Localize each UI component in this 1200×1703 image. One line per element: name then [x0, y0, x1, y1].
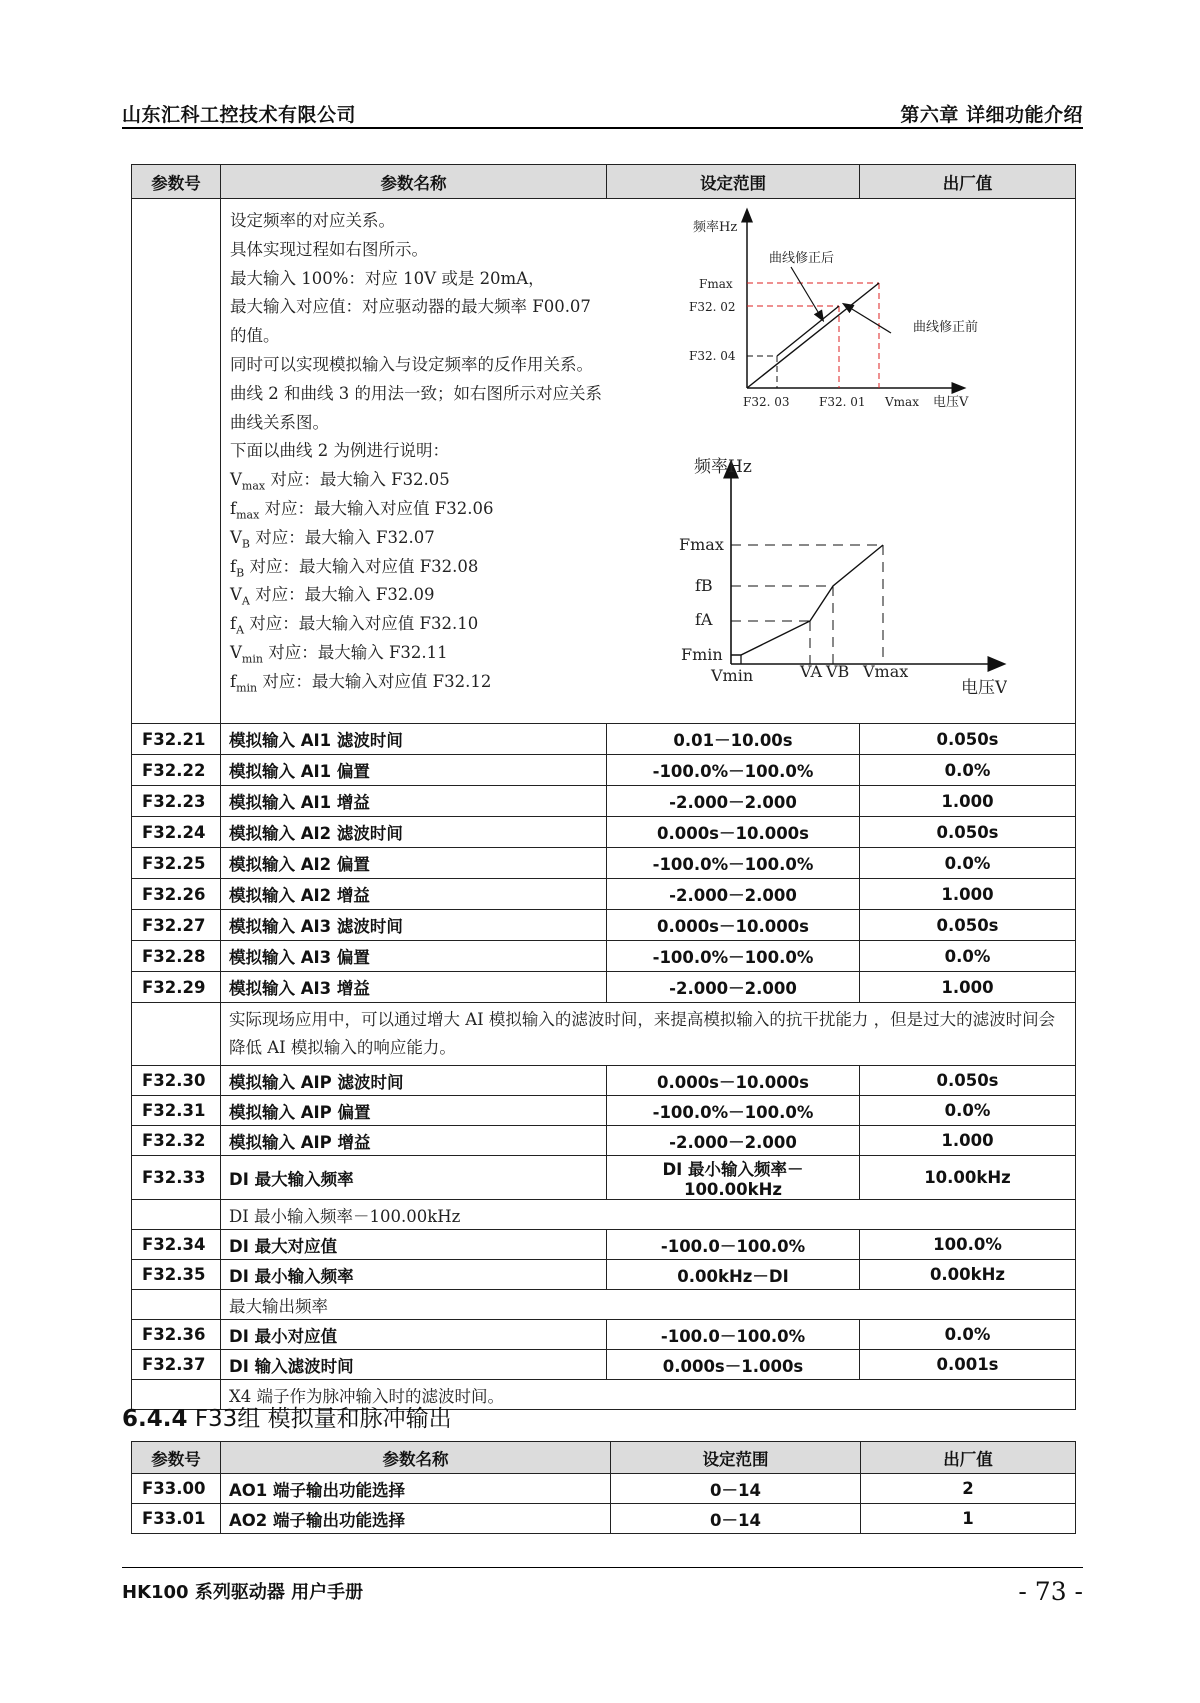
description-cell	[221, 199, 1076, 724]
section-heading	[122, 1400, 452, 1433]
param-default: 1.000	[860, 1126, 1076, 1156]
col-header-param-name: 参数名称	[221, 1442, 611, 1474]
param-range: -2.000－2.000	[607, 972, 860, 1003]
table-row	[132, 1096, 1076, 1126]
param-range: 0－14	[611, 1474, 861, 1504]
mapping-symbol: f	[230, 671, 237, 691]
param-range: DI 最小输入频率－100.00kHz	[607, 1156, 860, 1200]
mapping-symbol: V	[230, 470, 242, 490]
description-line: 的值。	[230, 326, 280, 346]
mapping-text: 对应：最大输入 F32.07	[250, 527, 435, 547]
graph2-xlabel: 电压V	[961, 678, 1007, 697]
curve2-relationship-graph	[667, 447, 1007, 697]
mapping-line	[230, 524, 630, 553]
param-default: 1.000	[860, 879, 1076, 910]
graph1-xlabel: 电压V	[933, 395, 969, 410]
table-row	[132, 724, 1076, 755]
table-row	[132, 1350, 1076, 1380]
param-range: -100.0%－100.0%	[607, 848, 860, 879]
graph2-xtick-vmin: Vmin	[711, 666, 754, 685]
param-range: 0.000s－10.000s	[607, 817, 860, 848]
param-name: 模拟输入 AI1 偏置	[221, 755, 607, 786]
param-name: 模拟输入 AI3 增益	[221, 972, 607, 1003]
param-default: 10.00kHz	[860, 1156, 1076, 1200]
param-default: 0.0%	[860, 1320, 1076, 1350]
param-range: -100.0－100.0%	[607, 1320, 860, 1350]
param-default: 0.050s	[860, 724, 1076, 755]
param-default: 0.050s	[860, 1066, 1076, 1096]
table-row	[132, 910, 1076, 941]
note-row-f3233	[132, 1200, 1076, 1230]
param-number: F32.22	[132, 755, 221, 786]
graph2-xtick-va: VA	[800, 662, 823, 681]
param-default: 0.0%	[860, 848, 1076, 879]
description-line: 曲线关系图。	[230, 412, 329, 432]
graph1-xtick-vmax: Vmax	[885, 395, 919, 409]
param-range: 0.000s－10.000s	[607, 910, 860, 941]
mapping-subscript: A	[241, 594, 250, 608]
param-default: 1.000	[860, 786, 1076, 817]
section-title: F33组 模拟量和脉冲输出	[194, 1406, 452, 1432]
col-header-param-name: 参数名称	[221, 165, 607, 199]
empty-cell	[132, 1290, 221, 1320]
graph1-label-after: 曲线修正后	[769, 251, 835, 266]
mapping-subscript: B	[241, 537, 251, 551]
param-number: F32.37	[132, 1350, 221, 1380]
note-ai-filter: 实际现场应用中，可以通过增大 AI 模拟输入的滤波时间，来提高模拟输入的抗干扰能力 ，但是过大的滤波时间会降低 AI 模拟输入的响应能力。	[221, 1003, 1076, 1066]
param-default: 2	[861, 1474, 1076, 1504]
mapping-symbol: f	[230, 614, 237, 634]
param-range: -100.0%－100.0%	[607, 755, 860, 786]
param-range: -100.0%－100.0%	[607, 1096, 860, 1126]
table-row	[132, 972, 1076, 1003]
table-row	[132, 1474, 1076, 1504]
param-name: 模拟输入 AIP 增益	[221, 1126, 607, 1156]
param-range: 0.00kHz－DI	[607, 1260, 860, 1290]
mapping-line	[230, 495, 630, 524]
param-name: 模拟输入 AIP 偏置	[221, 1096, 607, 1126]
note-f3233: DI 最小输入频率－100.00kHz	[221, 1200, 1076, 1230]
param-number: F32.28	[132, 941, 221, 972]
parameter-table-f32	[131, 164, 1076, 1410]
table-row	[132, 817, 1076, 848]
description-text	[230, 207, 630, 697]
table-row	[132, 879, 1076, 910]
param-name: AO1 端子输出功能选择	[221, 1474, 611, 1504]
table-row	[132, 941, 1076, 972]
param-default: 0.050s	[860, 910, 1076, 941]
param-name: 模拟输入 AIP 滤波时间	[221, 1066, 607, 1096]
manual-title: HK100 系列驱动器 用户手册	[122, 1582, 364, 1603]
col-header-default: 出厂值	[860, 165, 1076, 199]
page-number: - 73 -	[1018, 1577, 1083, 1606]
table-row	[132, 1230, 1076, 1260]
table-row	[132, 1156, 1076, 1200]
param-number: F32.36	[132, 1320, 221, 1350]
mapping-subscript: B	[236, 565, 245, 579]
chapter-title: 第六章 详细功能介绍	[900, 104, 1083, 126]
parameter-table-f33	[131, 1441, 1076, 1534]
param-range: 0.000s－10.000s	[607, 1066, 860, 1096]
note-row-f3235	[132, 1290, 1076, 1320]
param-number: F32.27	[132, 910, 221, 941]
param-name: 模拟输入 AI1 滤波时间	[221, 724, 607, 755]
param-name: 模拟输入 AI2 偏置	[221, 848, 607, 879]
graph2-ytick-fmax: Fmax	[679, 535, 724, 554]
mapping-subscript: min	[236, 681, 258, 695]
graph1-label-before: 曲线修正前	[913, 320, 979, 335]
mapping-text: 对应：最大输入对应值 F32.08	[244, 556, 479, 576]
param-range: 0－14	[611, 1504, 861, 1534]
param-name: AO2 端子输出功能选择	[221, 1504, 611, 1534]
param-name: 模拟输入 AI3 偏置	[221, 941, 607, 972]
param-number: F32.29	[132, 972, 221, 1003]
mapping-text: 对应：最大输入 F32.09	[249, 585, 435, 605]
graph1-xtick-f3203: F32. 03	[743, 395, 790, 409]
param-range: -2.000－2.000	[607, 786, 860, 817]
param-number: F32.34	[132, 1230, 221, 1260]
graph1-ytick-f3202: F32. 02	[689, 300, 736, 314]
col-header-param-no: 参数号	[132, 1442, 221, 1474]
graph2-ytick-fb: fB	[695, 576, 713, 595]
graph1-xtick-f3201: F32. 01	[819, 395, 866, 409]
empty-cell	[132, 1200, 221, 1230]
description-line: 曲线 2 和曲线 3 的用法一致；如右图所示对应关系	[230, 383, 602, 403]
mapping-line	[230, 553, 630, 582]
col-header-range: 设定范围	[607, 165, 860, 199]
graph2-ytick-fmin: Fmin	[681, 645, 723, 664]
param-number: F32.21	[132, 724, 221, 755]
mapping-subscript: A	[236, 623, 245, 637]
graph2-xtick-vmax: Vmax	[863, 662, 909, 681]
mapping-symbol: V	[230, 527, 242, 547]
graph1-ylabel: 频率Hz	[693, 220, 738, 235]
mapping-text: 对应：最大输入对应值 F32.12	[257, 671, 492, 691]
mapping-symbol: f	[230, 556, 237, 576]
header-rule	[122, 127, 1083, 129]
mapping-text: 对应：最大输入 F32.11	[262, 642, 448, 662]
col-header-default: 出厂值	[861, 1442, 1076, 1474]
graph2-ytick-fa: fA	[695, 610, 713, 629]
description-row	[132, 199, 1076, 724]
empty-cell	[132, 1003, 221, 1066]
param-number: F32.35	[132, 1260, 221, 1290]
param-name: 模拟输入 AI3 滤波时间	[221, 910, 607, 941]
param-name: DI 最小对应值	[221, 1320, 607, 1350]
empty-cell	[132, 199, 221, 724]
table-row	[132, 848, 1076, 879]
param-range: -2.000－2.000	[607, 1126, 860, 1156]
param-range: 0.01－10.00s	[607, 724, 860, 755]
param-default: 0.001s	[860, 1350, 1076, 1380]
param-number: F33.01	[132, 1504, 221, 1534]
col-header-range: 设定范围	[611, 1442, 861, 1474]
param-name: 模拟输入 AI1 增益	[221, 786, 607, 817]
param-default: 0.0%	[860, 1096, 1076, 1126]
param-number: F32.32	[132, 1126, 221, 1156]
graph1-ytick-fmax: Fmax	[699, 277, 733, 291]
mapping-line	[230, 466, 630, 495]
note-f3237: X4 端子作为脉冲输入时的滤波时间。	[221, 1380, 1076, 1410]
param-default: 1	[861, 1504, 1076, 1534]
note-row-ai	[132, 1003, 1076, 1066]
mapping-subscript: max	[241, 479, 266, 493]
param-number: F32.31	[132, 1096, 221, 1126]
param-default: 0.0%	[860, 941, 1076, 972]
param-number: F32.26	[132, 879, 221, 910]
graph2-xtick-vb: VB	[826, 662, 850, 681]
mapping-line	[230, 581, 630, 610]
param-default: 0.0%	[860, 755, 1076, 786]
mapping-text: 对应：最大输入对应值 F32.10	[244, 614, 479, 634]
section-number: 6.4.4	[122, 1406, 188, 1432]
graph1-ytick-f3204: F32. 04	[689, 349, 736, 363]
description-line: 最大输入 100%：对应 10V 或是 20mA，	[230, 268, 545, 288]
mapping-text: 对应：最大输入 F32.05	[265, 470, 450, 490]
description-line: 同时可以实现模拟输入与设定频率的反作用关系。	[230, 354, 593, 374]
param-default: 0.050s	[860, 817, 1076, 848]
param-name: 模拟输入 AI2 增益	[221, 879, 607, 910]
param-number: F32.33	[132, 1156, 221, 1200]
graph2-ylabel: 频率Hz	[694, 457, 752, 477]
mapping-symbol: V	[230, 585, 242, 605]
param-name: DI 输入滤波时间	[221, 1350, 607, 1380]
note-f3235: 最大输出频率	[221, 1290, 1076, 1320]
param-range: -100.0－100.0%	[607, 1230, 860, 1260]
footer-rule	[122, 1567, 1083, 1568]
param-default: 0.00kHz	[860, 1260, 1076, 1290]
mapping-symbol: V	[230, 642, 242, 662]
mapping-line	[230, 610, 630, 639]
mapping-line	[230, 639, 630, 668]
mapping-line	[230, 668, 630, 697]
param-number: F32.24	[132, 817, 221, 848]
param-number: F32.30	[132, 1066, 221, 1096]
table-row	[132, 1504, 1076, 1534]
param-range: 0.000s－1.000s	[607, 1350, 860, 1380]
mapping-text: 对应：最大输入对应值 F32.06	[259, 498, 494, 518]
col-header-param-no: 参数号	[132, 165, 221, 199]
param-default: 100.0%	[860, 1230, 1076, 1260]
table-row	[132, 755, 1076, 786]
table-header-row	[132, 165, 1076, 199]
curve-correction-graph	[669, 203, 999, 413]
table-row	[132, 786, 1076, 817]
table-row	[132, 1260, 1076, 1290]
param-name: DI 最小输入频率	[221, 1260, 607, 1290]
param-default: 1.000	[860, 972, 1076, 1003]
param-name: DI 最大输入频率	[221, 1156, 607, 1200]
param-range: -100.0%－100.0%	[607, 941, 860, 972]
description-line: 具体实现过程如右图所示。	[230, 239, 428, 259]
table-header-row	[132, 1442, 1076, 1474]
param-range: -2.000－2.000	[607, 879, 860, 910]
mapping-subscript: min	[241, 652, 263, 666]
table-row	[132, 1066, 1076, 1096]
company-name: 山东汇科工控技术有限公司	[122, 104, 357, 126]
description-line: 最大输入对应值：对应驱动器的最大频率 F00.07	[230, 297, 591, 317]
table-row	[132, 1126, 1076, 1156]
param-number: F32.25	[132, 848, 221, 879]
param-number: F32.23	[132, 786, 221, 817]
param-name: DI 最大对应值	[221, 1230, 607, 1260]
description-line: 下面以曲线 2 为例进行说明：	[230, 441, 449, 461]
table-row	[132, 1320, 1076, 1350]
param-number: F33.00	[132, 1474, 221, 1504]
description-line: 设定频率的对应关系。	[230, 211, 395, 230]
param-name: 模拟输入 AI2 滤波时间	[221, 817, 607, 848]
mapping-symbol: f	[230, 498, 237, 518]
mapping-subscript: max	[236, 508, 260, 522]
